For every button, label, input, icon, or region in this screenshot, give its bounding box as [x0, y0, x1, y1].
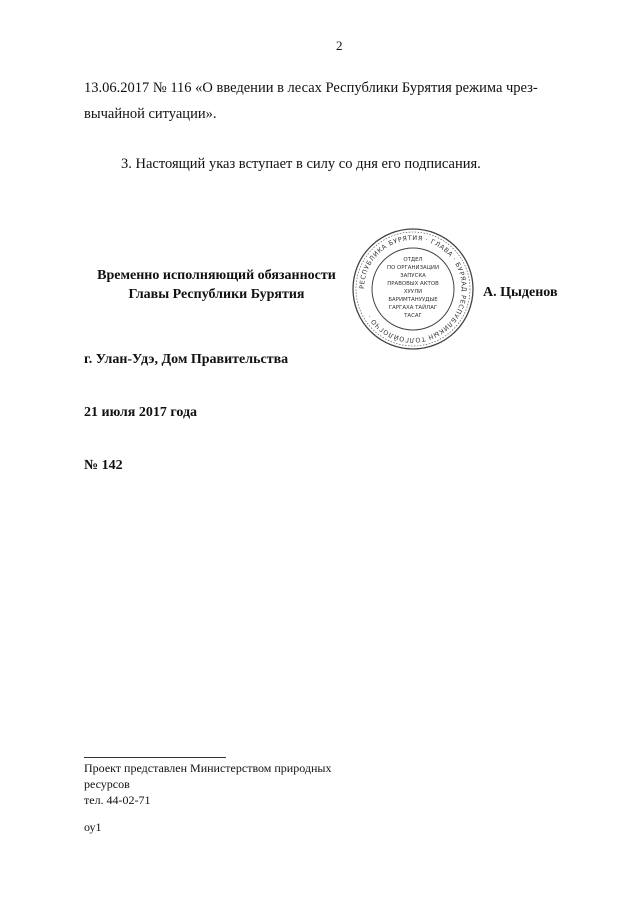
signatory-position-line-1: Временно исполняющий обязанности: [97, 268, 336, 283]
document-code: оу1: [84, 820, 102, 834]
footnote-line-2: ресурсов: [84, 777, 130, 791]
paragraph-3: 3. Настоящий указ вступает в силу со дня его подписания.: [121, 156, 481, 172]
page-number: 2: [336, 38, 343, 53]
seal-line-8: ТАСАГ: [404, 313, 422, 319]
paragraph-continuation-line-2: вычайной ситуации».: [84, 106, 217, 122]
seal-line-7: ГАРГАХА ТАЙЛАГ: [388, 305, 438, 311]
seal-line-1: ОТДЕЛ: [403, 257, 423, 263]
signatory-name: А. Цыденов: [483, 285, 558, 300]
footnote-divider: [84, 757, 226, 758]
signatory-position-line-2: Главы Республики Бурятия: [128, 287, 305, 302]
document-number: № 142: [84, 458, 123, 473]
seal-line-5: ХУУЛИ: [403, 289, 423, 295]
place-of-signing: г. Улан-Удэ, Дом Правительства: [84, 352, 289, 367]
footnote-line-1: Проект представлен Министерством природных: [84, 761, 332, 775]
footnote: [84, 760, 331, 808]
paragraph-continuation-line-1: 13.06.2017 № 116 «О введении в лесах Республики Бурятия режима чрез-: [84, 80, 538, 96]
official-seal-stamp: [351, 227, 475, 351]
footnote-phone: тел. 44-02-71: [84, 793, 151, 807]
document-date: 21 июля 2017 года: [84, 405, 198, 420]
seal-line-6: БАРИМТАНУУДЫЕ: [388, 297, 438, 303]
seal-line-4: ПРАВОВЫХ АКТОВ: [387, 281, 439, 287]
signatory-position: [84, 266, 349, 304]
seal-line-3: ЗАПУСКА: [400, 273, 426, 279]
seal-ring-text: РЕСПУБЛИКА БУРЯТИЯ · ГЛАВА · БУРЯАД РЕСПУБЛИКЫН ТОЛГОЙЛОГЧО ·: [357, 233, 469, 345]
seal-line-2: ПО ОРГАНИЗАЦИИ: [387, 265, 439, 271]
